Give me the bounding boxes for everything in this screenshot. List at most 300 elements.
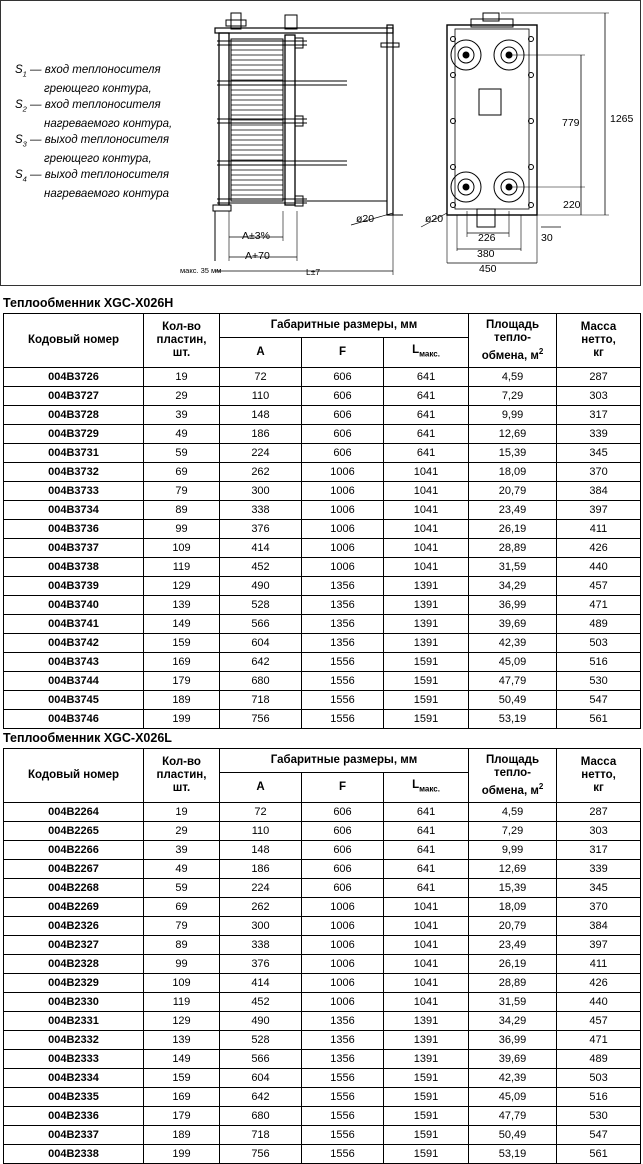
a-cell: 300 bbox=[220, 917, 302, 936]
dim-1265: 1265 bbox=[610, 113, 634, 125]
l-cell: 641 bbox=[384, 822, 469, 841]
col-area-header: Площадь тепло- обмена, $м^2$ bbox=[469, 749, 557, 803]
a-cell: 680 bbox=[220, 1107, 302, 1126]
mass-cell: 411 bbox=[557, 520, 641, 539]
code-cell: 004B3737 bbox=[4, 539, 144, 558]
table-row bbox=[4, 444, 641, 463]
table-row bbox=[4, 425, 641, 444]
a-cell: 528 bbox=[220, 1031, 302, 1050]
table-row bbox=[4, 1069, 641, 1088]
area-cell: 20,79 bbox=[469, 917, 557, 936]
code-cell: 004B2269 bbox=[4, 898, 144, 917]
l-cell: 1041 bbox=[384, 955, 469, 974]
plates-cell: 79 bbox=[144, 917, 220, 936]
l-cell: 1391 bbox=[384, 1012, 469, 1031]
f-cell: 1356 bbox=[302, 1050, 384, 1069]
plates-cell: 59 bbox=[144, 444, 220, 463]
l-cell: 641 bbox=[384, 368, 469, 387]
area-cell: 26,19 bbox=[469, 520, 557, 539]
area-cell: 42,39 bbox=[469, 634, 557, 653]
code-cell: 004B3731 bbox=[4, 444, 144, 463]
dim-450: 450 bbox=[479, 263, 497, 275]
area-cell: 39,69 bbox=[469, 615, 557, 634]
area-cell: 36,99 bbox=[469, 1031, 557, 1050]
mass-cell: 516 bbox=[557, 1088, 641, 1107]
f-cell: 1556 bbox=[302, 1145, 384, 1164]
table-row bbox=[4, 406, 641, 425]
area-cell: 7,29 bbox=[469, 822, 557, 841]
mass-cell: 317 bbox=[557, 406, 641, 425]
table-xgc-x026h bbox=[3, 313, 641, 729]
mass-cell: 440 bbox=[557, 993, 641, 1012]
f-cell: 606 bbox=[302, 368, 384, 387]
table-row bbox=[4, 558, 641, 577]
area-cell: 28,89 bbox=[469, 974, 557, 993]
f-cell: 1006 bbox=[302, 558, 384, 577]
f-cell: 1006 bbox=[302, 539, 384, 558]
a-cell: 680 bbox=[220, 672, 302, 691]
l-cell: 1391 bbox=[384, 634, 469, 653]
table-row bbox=[4, 917, 641, 936]
table-row bbox=[4, 860, 641, 879]
area-cell: 4,59 bbox=[469, 803, 557, 822]
table-row bbox=[4, 936, 641, 955]
code-cell: 004B3741 bbox=[4, 615, 144, 634]
code-cell: 004B2337 bbox=[4, 1126, 144, 1145]
area-cell: 26,19 bbox=[469, 955, 557, 974]
area-cell: 4,59 bbox=[469, 368, 557, 387]
table-row bbox=[4, 1050, 641, 1069]
col-f-header: F bbox=[302, 773, 384, 803]
a-cell: 148 bbox=[220, 841, 302, 860]
mass-cell: 530 bbox=[557, 672, 641, 691]
f-cell: 1006 bbox=[302, 898, 384, 917]
mass-cell: 345 bbox=[557, 879, 641, 898]
l-cell: 1041 bbox=[384, 558, 469, 577]
code-cell: 004B3726 bbox=[4, 368, 144, 387]
table-row bbox=[4, 596, 641, 615]
plates-cell: 179 bbox=[144, 672, 220, 691]
dim-a-plus: A+70 bbox=[245, 250, 270, 262]
plates-cell: 99 bbox=[144, 520, 220, 539]
plates-cell: 89 bbox=[144, 501, 220, 520]
table-row bbox=[4, 955, 641, 974]
code-cell: 004B2335 bbox=[4, 1088, 144, 1107]
a-cell: 604 bbox=[220, 1069, 302, 1088]
plates-cell: 109 bbox=[144, 974, 220, 993]
l-cell: 1041 bbox=[384, 993, 469, 1012]
f-cell: 1006 bbox=[302, 520, 384, 539]
area-cell: 42,39 bbox=[469, 1069, 557, 1088]
table-row bbox=[4, 691, 641, 710]
f-cell: 606 bbox=[302, 841, 384, 860]
table-row bbox=[4, 1088, 641, 1107]
plates-cell: 129 bbox=[144, 577, 220, 596]
table-row bbox=[4, 879, 641, 898]
l-cell: 641 bbox=[384, 803, 469, 822]
l-cell: 1041 bbox=[384, 501, 469, 520]
a-cell: 566 bbox=[220, 1050, 302, 1069]
table-row bbox=[4, 463, 641, 482]
code-cell: 004B2268 bbox=[4, 879, 144, 898]
l-cell: 641 bbox=[384, 841, 469, 860]
col-dims-header: Габаритные размеры, мм bbox=[220, 314, 469, 338]
plates-cell: 189 bbox=[144, 691, 220, 710]
area-cell: 34,29 bbox=[469, 577, 557, 596]
plates-cell: 109 bbox=[144, 539, 220, 558]
f-cell: 1356 bbox=[302, 1031, 384, 1050]
l-cell: 641 bbox=[384, 860, 469, 879]
mass-cell: 503 bbox=[557, 1069, 641, 1088]
l-cell: 1041 bbox=[384, 898, 469, 917]
f-cell: 1356 bbox=[302, 577, 384, 596]
plates-cell: 99 bbox=[144, 955, 220, 974]
area-cell: 7,29 bbox=[469, 387, 557, 406]
a-cell: 756 bbox=[220, 710, 302, 729]
code-cell: 004B3728 bbox=[4, 406, 144, 425]
l-cell: 1591 bbox=[384, 691, 469, 710]
a-cell: 452 bbox=[220, 558, 302, 577]
area-cell: 9,99 bbox=[469, 841, 557, 860]
table-row bbox=[4, 615, 641, 634]
l-cell: 1041 bbox=[384, 936, 469, 955]
code-cell: 004B3738 bbox=[4, 558, 144, 577]
code-cell: 004B3734 bbox=[4, 501, 144, 520]
mass-cell: 457 bbox=[557, 1012, 641, 1031]
f-cell: 1556 bbox=[302, 653, 384, 672]
code-cell: 004B3733 bbox=[4, 482, 144, 501]
table-row bbox=[4, 822, 641, 841]
mass-cell: 345 bbox=[557, 444, 641, 463]
a-cell: 224 bbox=[220, 879, 302, 898]
table-row bbox=[4, 993, 641, 1012]
f-cell: 606 bbox=[302, 425, 384, 444]
f-cell: 606 bbox=[302, 822, 384, 841]
a-cell: 528 bbox=[220, 596, 302, 615]
col-l-header: $L_{макс.}$ bbox=[384, 773, 469, 803]
a-cell: 72 bbox=[220, 368, 302, 387]
area-cell: 47,79 bbox=[469, 1107, 557, 1126]
f-cell: 606 bbox=[302, 444, 384, 463]
plates-cell: 119 bbox=[144, 558, 220, 577]
table-h-title: Теплообменник XGC-X026H bbox=[3, 296, 174, 310]
max-note: макс. 35 мм bbox=[180, 266, 222, 275]
a-cell: 300 bbox=[220, 482, 302, 501]
code-cell: 004B2265 bbox=[4, 822, 144, 841]
table-row bbox=[4, 539, 641, 558]
area-cell: 12,69 bbox=[469, 425, 557, 444]
a-cell: 756 bbox=[220, 1145, 302, 1164]
code-cell: 004B3740 bbox=[4, 596, 144, 615]
a-cell: 414 bbox=[220, 539, 302, 558]
table-row bbox=[4, 1012, 641, 1031]
mass-cell: 287 bbox=[557, 803, 641, 822]
table-xgc-x026l bbox=[3, 748, 641, 1164]
table-h-body bbox=[4, 368, 641, 729]
code-cell: 004B2327 bbox=[4, 936, 144, 955]
table-row bbox=[4, 1031, 641, 1050]
dim-l: L±7 bbox=[306, 267, 321, 277]
a-cell: 452 bbox=[220, 993, 302, 1012]
a-cell: 186 bbox=[220, 860, 302, 879]
a-cell: 376 bbox=[220, 955, 302, 974]
mass-cell: 471 bbox=[557, 1031, 641, 1050]
f-cell: 1356 bbox=[302, 596, 384, 615]
f-cell: 1556 bbox=[302, 1107, 384, 1126]
legend-item-s1: $S_1$ — вход теплоносителя bbox=[15, 64, 161, 79]
code-cell: 004B3727 bbox=[4, 387, 144, 406]
legend-item-s2: $S_2$ — вход теплоносителя bbox=[15, 98, 161, 114]
plates-cell: 199 bbox=[144, 710, 220, 729]
area-cell: 45,09 bbox=[469, 653, 557, 672]
a-cell: 338 bbox=[220, 501, 302, 520]
l-cell: 1391 bbox=[384, 596, 469, 615]
area-cell: 18,09 bbox=[469, 898, 557, 917]
l-cell: 1391 bbox=[384, 615, 469, 634]
table-row bbox=[4, 634, 641, 653]
area-cell: 53,19 bbox=[469, 710, 557, 729]
mass-cell: 426 bbox=[557, 974, 641, 993]
l-cell: 1041 bbox=[384, 520, 469, 539]
a-cell: 604 bbox=[220, 634, 302, 653]
dim-380: 380 bbox=[477, 248, 495, 260]
area-cell: 18,09 bbox=[469, 463, 557, 482]
col-plates-header: Кол-во пластин, шт. bbox=[144, 314, 220, 368]
l-cell: 1391 bbox=[384, 577, 469, 596]
table-row bbox=[4, 1107, 641, 1126]
plates-cell: 39 bbox=[144, 841, 220, 860]
l-cell: 1591 bbox=[384, 1145, 469, 1164]
f-cell: 606 bbox=[302, 879, 384, 898]
plates-cell: 29 bbox=[144, 387, 220, 406]
plates-cell: 149 bbox=[144, 615, 220, 634]
plates-cell: 139 bbox=[144, 596, 220, 615]
area-cell: 39,69 bbox=[469, 1050, 557, 1069]
col-area-header: Площадь тепло- обмена, $м^2$ bbox=[469, 314, 557, 368]
mass-cell: 457 bbox=[557, 577, 641, 596]
col-mass-header: Масса нетто, кг bbox=[557, 314, 641, 368]
l-cell: 641 bbox=[384, 879, 469, 898]
mass-cell: 547 bbox=[557, 691, 641, 710]
code-cell: 004B3745 bbox=[4, 691, 144, 710]
table-l-title: Теплообменник XGC-X026L bbox=[3, 731, 172, 745]
code-cell: 004B2329 bbox=[4, 974, 144, 993]
dim-226: 226 bbox=[478, 232, 496, 244]
l-cell: 641 bbox=[384, 425, 469, 444]
area-cell: 50,49 bbox=[469, 1126, 557, 1145]
plates-cell: 129 bbox=[144, 1012, 220, 1031]
table-row bbox=[4, 501, 641, 520]
l-cell: 1041 bbox=[384, 463, 469, 482]
l-cell: 641 bbox=[384, 444, 469, 463]
table-row bbox=[4, 803, 641, 822]
code-cell: 004B3739 bbox=[4, 577, 144, 596]
f-cell: 1006 bbox=[302, 501, 384, 520]
table-row bbox=[4, 672, 641, 691]
mass-cell: 411 bbox=[557, 955, 641, 974]
table-row bbox=[4, 653, 641, 672]
f-cell: 1556 bbox=[302, 672, 384, 691]
table-l-body bbox=[4, 803, 641, 1164]
port-legend: $S_1$ — вход теплоносителя греющего контура, $S_2$ — вход теплоносителя нагреваемого контура, $S_3$ — выход теплоносителя греющего контура, $S_4$ — выход теплоносителя нагреваемого контура bbox=[15, 64, 173, 200]
code-cell: 004B3744 bbox=[4, 672, 144, 691]
table-row bbox=[4, 482, 641, 501]
l-cell: 1591 bbox=[384, 1088, 469, 1107]
area-cell: 15,39 bbox=[469, 444, 557, 463]
mass-cell: 397 bbox=[557, 501, 641, 520]
l-cell: 1591 bbox=[384, 1069, 469, 1088]
code-cell: 004B2334 bbox=[4, 1069, 144, 1088]
col-a-header: A bbox=[220, 338, 302, 368]
code-cell: 004B3732 bbox=[4, 463, 144, 482]
side-view-drawing bbox=[1, 1, 643, 287]
code-cell: 004B2266 bbox=[4, 841, 144, 860]
area-cell: 34,29 bbox=[469, 1012, 557, 1031]
a-cell: 262 bbox=[220, 463, 302, 482]
l-cell: 1041 bbox=[384, 539, 469, 558]
area-cell: 28,89 bbox=[469, 539, 557, 558]
f-cell: 1356 bbox=[302, 615, 384, 634]
l-cell: 1591 bbox=[384, 710, 469, 729]
plates-cell: 19 bbox=[144, 803, 220, 822]
code-cell: 004B3736 bbox=[4, 520, 144, 539]
mass-cell: 489 bbox=[557, 615, 641, 634]
f-cell: 1356 bbox=[302, 634, 384, 653]
a-cell: 642 bbox=[220, 653, 302, 672]
col-dims-header: Габаритные размеры, мм bbox=[220, 749, 469, 773]
col-code-header: Кодовый номер bbox=[4, 749, 144, 803]
f-cell: 1006 bbox=[302, 993, 384, 1012]
table-row bbox=[4, 387, 641, 406]
f-cell: 1006 bbox=[302, 955, 384, 974]
mass-cell: 384 bbox=[557, 917, 641, 936]
area-cell: 12,69 bbox=[469, 860, 557, 879]
f-cell: 606 bbox=[302, 387, 384, 406]
f-cell: 1556 bbox=[302, 1126, 384, 1145]
plates-cell: 159 bbox=[144, 634, 220, 653]
f-cell: 1556 bbox=[302, 1088, 384, 1107]
mass-cell: 339 bbox=[557, 860, 641, 879]
mass-cell: 530 bbox=[557, 1107, 641, 1126]
a-cell: 148 bbox=[220, 406, 302, 425]
f-cell: 606 bbox=[302, 860, 384, 879]
f-cell: 1006 bbox=[302, 936, 384, 955]
port-flanges bbox=[451, 37, 534, 208]
table-row bbox=[4, 710, 641, 729]
dim-779: 779 bbox=[562, 117, 580, 129]
mass-cell: 370 bbox=[557, 463, 641, 482]
area-cell: 20,79 bbox=[469, 482, 557, 501]
col-a-header: A bbox=[220, 773, 302, 803]
code-cell: 004B2264 bbox=[4, 803, 144, 822]
table-row bbox=[4, 577, 641, 596]
code-cell: 004B2331 bbox=[4, 1012, 144, 1031]
a-cell: 338 bbox=[220, 936, 302, 955]
col-code-header: Кодовый номер bbox=[4, 314, 144, 368]
plates-cell: 189 bbox=[144, 1126, 220, 1145]
area-cell: 23,49 bbox=[469, 936, 557, 955]
plates-cell: 89 bbox=[144, 936, 220, 955]
code-cell: 004B3746 bbox=[4, 710, 144, 729]
area-cell: 45,09 bbox=[469, 1088, 557, 1107]
area-cell: 53,19 bbox=[469, 1145, 557, 1164]
mass-cell: 384 bbox=[557, 482, 641, 501]
col-plates-header: Кол-во пластин, шт. bbox=[144, 749, 220, 803]
a-cell: 224 bbox=[220, 444, 302, 463]
a-cell: 718 bbox=[220, 1126, 302, 1145]
l-cell: 1391 bbox=[384, 1050, 469, 1069]
area-cell: 15,39 bbox=[469, 879, 557, 898]
table-row bbox=[4, 974, 641, 993]
plates-cell: 169 bbox=[144, 653, 220, 672]
area-cell: 9,99 bbox=[469, 406, 557, 425]
code-cell: 004B2330 bbox=[4, 993, 144, 1012]
plates-cell: 79 bbox=[144, 482, 220, 501]
mass-cell: 426 bbox=[557, 539, 641, 558]
f-cell: 1006 bbox=[302, 463, 384, 482]
mass-cell: 489 bbox=[557, 1050, 641, 1069]
a-cell: 186 bbox=[220, 425, 302, 444]
a-cell: 262 bbox=[220, 898, 302, 917]
col-l-header: $L_{макс.}$ bbox=[384, 338, 469, 368]
f-cell: 606 bbox=[302, 406, 384, 425]
plates-cell: 49 bbox=[144, 860, 220, 879]
mass-cell: 440 bbox=[557, 558, 641, 577]
area-cell: 47,79 bbox=[469, 672, 557, 691]
area-cell: 31,59 bbox=[469, 558, 557, 577]
plates-cell: 139 bbox=[144, 1031, 220, 1050]
dim-a-tolerance: A±3% bbox=[242, 230, 270, 242]
technical-drawing bbox=[0, 0, 641, 286]
plates-cell: 19 bbox=[144, 368, 220, 387]
f-cell: 1006 bbox=[302, 482, 384, 501]
mass-cell: 303 bbox=[557, 387, 641, 406]
plates-cell: 69 bbox=[144, 463, 220, 482]
l-cell: 1391 bbox=[384, 1031, 469, 1050]
l-cell: 1591 bbox=[384, 1126, 469, 1145]
a-cell: 72 bbox=[220, 803, 302, 822]
area-cell: 23,49 bbox=[469, 501, 557, 520]
code-cell: 004B2332 bbox=[4, 1031, 144, 1050]
mass-cell: 303 bbox=[557, 822, 641, 841]
a-cell: 110 bbox=[220, 387, 302, 406]
dim-diameter-left: ø20 bbox=[356, 213, 375, 225]
table-row bbox=[4, 1126, 641, 1145]
mass-cell: 397 bbox=[557, 936, 641, 955]
mass-cell: 471 bbox=[557, 596, 641, 615]
plates-cell: 29 bbox=[144, 822, 220, 841]
f-cell: 606 bbox=[302, 803, 384, 822]
plates-cell: 59 bbox=[144, 879, 220, 898]
code-cell: 004B2336 bbox=[4, 1107, 144, 1126]
mass-cell: 503 bbox=[557, 634, 641, 653]
plates-cell: 149 bbox=[144, 1050, 220, 1069]
f-cell: 1006 bbox=[302, 917, 384, 936]
mass-cell: 561 bbox=[557, 710, 641, 729]
plates-cell: 179 bbox=[144, 1107, 220, 1126]
mass-cell: 287 bbox=[557, 368, 641, 387]
plates-cell: 69 bbox=[144, 898, 220, 917]
area-cell: 50,49 bbox=[469, 691, 557, 710]
f-cell: 1006 bbox=[302, 974, 384, 993]
dim-30: 30 bbox=[541, 232, 553, 244]
l-cell: 1041 bbox=[384, 482, 469, 501]
table-row bbox=[4, 1145, 641, 1164]
col-f-header: F bbox=[302, 338, 384, 368]
code-cell: 004B2338 bbox=[4, 1145, 144, 1164]
mass-cell: 561 bbox=[557, 1145, 641, 1164]
a-cell: 490 bbox=[220, 1012, 302, 1031]
